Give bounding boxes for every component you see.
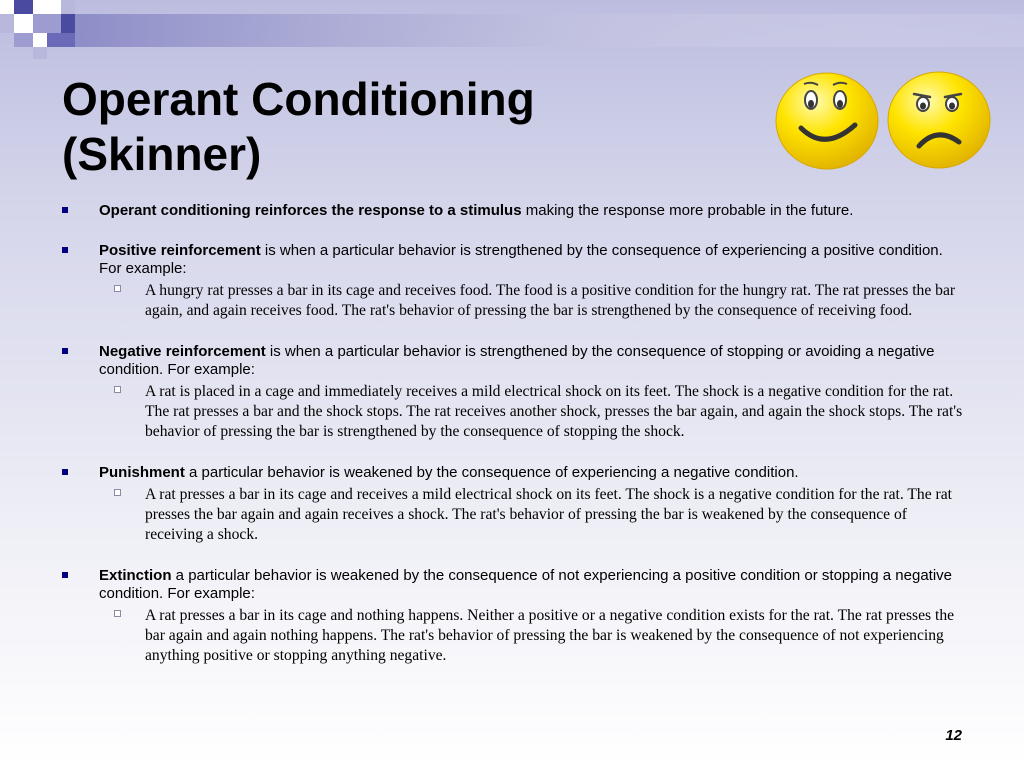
- bullet-lead: Negative reinforcement: [99, 343, 266, 360]
- bullet-rest: is when a particular behavior is strengthened by the consequence of experiencing a positive condition. For example:: [99, 242, 943, 277]
- sad-face-icon: [888, 72, 990, 168]
- sub-bullet-item: [99, 606, 967, 666]
- title-line-2: (Skinner): [62, 128, 262, 181]
- title-line-1: Operant Conditioning: [62, 73, 535, 125]
- bullet-rest: making the response more probable in the future.: [521, 202, 854, 219]
- bullet-text: [99, 242, 967, 278]
- bullet-item: [62, 242, 967, 321]
- sub-bullet-marker: [114, 386, 121, 393]
- sub-bullet-item: [99, 485, 967, 545]
- bullet-marker: [62, 348, 68, 354]
- sub-bullet-marker: [114, 489, 121, 496]
- bullet-item: [62, 343, 967, 442]
- bullet-text: [99, 202, 967, 220]
- bullet-lead: Operant conditioning reinforces the response to a stimulus: [99, 202, 522, 219]
- sub-bullet-marker: [114, 610, 121, 617]
- bullet-text: [99, 464, 967, 482]
- smiley-faces: [775, 70, 991, 170]
- sub-bullet-marker: [114, 285, 121, 292]
- sub-bullet-text: A rat is placed in a cage and immediately receives a mild electrical shock on its feet. The shock is a negative condition for the rat. The rat presses a bar and the shock stops. The rat receives another shock, presses the bar again, and again the shock stops. The rat's behavior of pressing the bar is strengthened by the consequence of stopping the shock.: [145, 383, 963, 440]
- bullet-item: [62, 464, 967, 545]
- corner-squares-decoration: [0, 0, 1024, 60]
- bullet-item: [62, 567, 967, 666]
- sub-bullet-text: A hungry rat presses a bar in its cage and receives food. The food is a positive condition for the hungry rat. The rat presses the bar again, and again receives food. The rat's behavior of pressing the bar is strengthened by the consequence of receiving food.: [145, 282, 956, 319]
- bullet-rest: a particular behavior is weakened by the consequence of not experiencing a positive condition or stopping a negative condition. For example:: [99, 567, 953, 602]
- page-title: [62, 72, 535, 182]
- bullet-rest: a particular behavior is weakened by the consequence of experiencing a negative condition.: [184, 464, 799, 481]
- bullet-marker: [62, 469, 68, 475]
- sub-bullet-item: [99, 382, 967, 442]
- bullet-marker: [62, 572, 68, 578]
- bullet-lead: Positive reinforcement: [99, 242, 261, 259]
- bullet-text: [99, 343, 967, 379]
- bullet-lead: Punishment: [99, 464, 185, 481]
- bullet-text: [99, 567, 967, 603]
- sub-bullet-text: A rat presses a bar in its cage and nothing happens. Neither a positive or a negative condition exists for the rat. The rat presses the bar again and again nothing happens. The rat's behavior of pressing the bar is weakened by the consequence of not experiencing anything positive or stopping anything negative.: [145, 607, 955, 664]
- happy-face-icon: [776, 73, 878, 169]
- bullet-marker: [62, 247, 68, 253]
- bullet-lead: Extinction: [99, 567, 172, 584]
- sub-bullet-text: A rat presses a bar in its cage and receives a mild electrical shock on its feet. The shock is a negative condition for the rat. The rat presses the bar again and again receives a shock. The rat's behavior of pressing the bar is weakened by the consequence of receiving a shock.: [145, 486, 952, 543]
- bullet-marker: [62, 207, 68, 213]
- bullet-item: [62, 202, 967, 220]
- page-number: 12: [945, 727, 962, 744]
- sub-bullet-item: [99, 281, 967, 321]
- bullet-rest: is when a particular behavior is strengthened by the consequence of stopping or avoiding a negative condition. For example:: [99, 343, 935, 378]
- bullet-list: [62, 202, 967, 688]
